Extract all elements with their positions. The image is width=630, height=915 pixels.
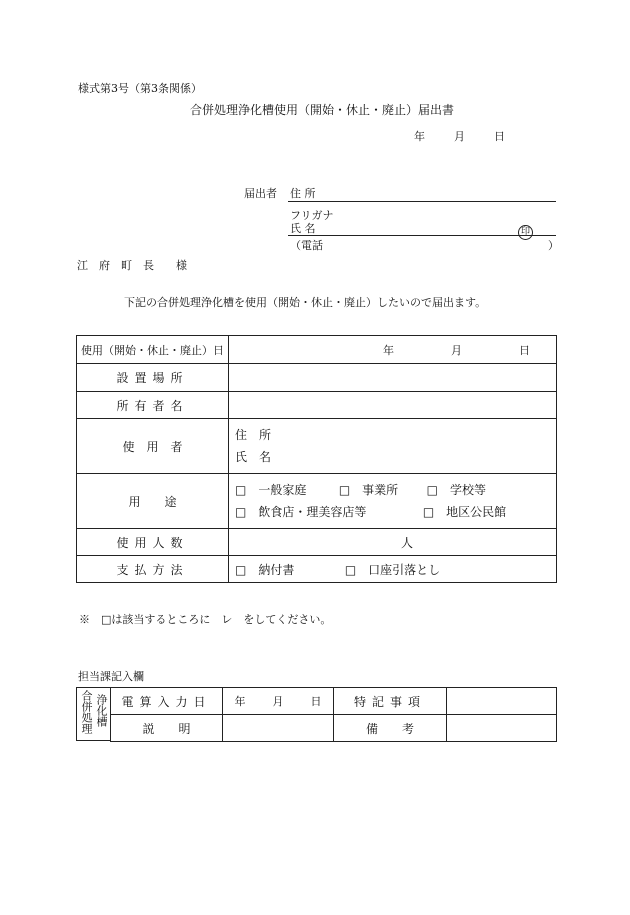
purpose-row-2 [235, 501, 550, 523]
row-usage-date [77, 336, 557, 364]
location-field[interactable] [229, 364, 557, 392]
usage-date-label: 使用（開始・休止・廃止）日 [77, 336, 229, 364]
applicant-address-label: 住 所 [290, 187, 316, 200]
people-field[interactable] [229, 529, 557, 556]
furigana-label: フリガナ [290, 209, 334, 222]
people-label: 使用人数 [77, 529, 229, 556]
applicant-name-label: 氏 名 [290, 222, 316, 235]
usage-year: 年 [383, 343, 394, 357]
option-business[interactable]: □ 事業所 [338, 483, 399, 497]
usage-month: 月 [451, 343, 462, 357]
input-date-label: 電算入力日 [111, 688, 223, 715]
category-inner-label: 浄化槽 [95, 694, 108, 727]
row-payment [77, 556, 557, 583]
header-date [414, 128, 505, 144]
option-school[interactable]: □ 学校等 [426, 483, 486, 497]
office-category-cell [76, 687, 110, 741]
payment-options [229, 556, 557, 583]
option-community-hall[interactable]: □ 地区公民館 [422, 505, 507, 519]
application-table [76, 335, 557, 583]
instruction-note: ※ □は該当するところに レ をしてください。 [79, 613, 332, 626]
name-underline [288, 235, 556, 236]
payment-label: 支払方法 [77, 556, 229, 583]
owner-label: 所有者名 [77, 392, 229, 419]
form-title: 合併処理浄化槽使用（開始・休止・廃止）届出書 [190, 103, 455, 117]
owner-field[interactable] [229, 392, 557, 419]
addressee: 江 府 町 長 様 [77, 259, 187, 272]
office-table [110, 687, 557, 742]
special-note-label: 特記事項 [334, 688, 447, 715]
remarks-label: 備 考 [334, 715, 447, 742]
purpose-row-1 [235, 479, 550, 501]
purpose-options [229, 474, 557, 529]
option-household[interactable]: □ 一般家庭 [235, 483, 307, 497]
date-year: 年 [414, 130, 425, 143]
statement: 下記の合併処理浄化槽を使用（開始・休止・廃止）したいので届出ます。 [124, 296, 487, 309]
user-label: 使 用 者 [77, 419, 229, 474]
explanation-label: 説 明 [111, 715, 223, 742]
usage-date-field[interactable] [229, 336, 557, 364]
option-direct-debit[interactable]: □ 口座引落とし [344, 562, 441, 577]
category-outer-label: 合併処理 [80, 690, 93, 734]
explanation-field[interactable] [223, 715, 334, 742]
row-people [77, 529, 557, 556]
address-underline [288, 201, 556, 202]
office-year: 年 [234, 695, 246, 708]
office-day: 日 [310, 695, 322, 708]
row-user [77, 419, 557, 474]
input-date-field[interactable] [223, 688, 334, 715]
option-restaurant[interactable]: □ 飲食店・理美容店等 [235, 505, 367, 519]
row-location [77, 364, 557, 392]
special-note-field[interactable] [447, 688, 557, 715]
office-month: 月 [272, 695, 284, 708]
usage-day: 日 [519, 343, 530, 357]
row-purpose [77, 474, 557, 529]
office-section-title: 担当課記入欄 [78, 670, 144, 683]
date-month: 月 [454, 130, 465, 143]
user-name-label: 氏 名 [235, 450, 272, 464]
date-day: 日 [494, 130, 505, 143]
user-address-label: 住 所 [235, 428, 272, 442]
row-owner [77, 392, 557, 419]
seal-mark [518, 219, 533, 240]
location-label: 設置場所 [77, 364, 229, 392]
seal-icon: 印 [518, 225, 533, 240]
option-payment-slip[interactable]: □ 納付書 [235, 562, 295, 577]
phone-open: （電話 [290, 239, 323, 252]
phone-close: ） [548, 239, 559, 252]
user-field[interactable] [229, 419, 557, 474]
people-unit: 人 [401, 535, 414, 550]
applicant-label: 届出者 [244, 187, 277, 200]
form-number: 様式第3号（第3条関係） [78, 82, 202, 95]
remarks-field[interactable] [447, 715, 557, 742]
purpose-label: 用 途 [77, 474, 229, 529]
